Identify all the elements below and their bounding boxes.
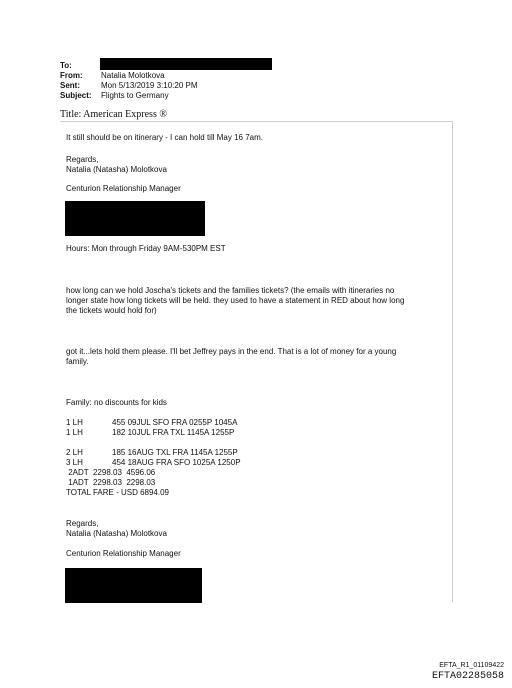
signature-role: Centurion Relationship Manager (66, 184, 181, 193)
flight-segment: 3 LH (66, 458, 83, 467)
signature-role: Centurion Relationship Manager (66, 549, 181, 558)
redacted-contact-block (65, 201, 205, 236)
total-fare: TOTAL FARE - USD 6894.09 (66, 488, 170, 497)
flight-detail: 185 16AUG TXL FRA 1145A 1255P (112, 448, 238, 457)
reference-number: EFTA_R1_01109422 (439, 662, 504, 669)
family-note: Family: no discounts for kids (66, 398, 167, 407)
question-line: how long can we hold Joscha's tickets and the families tickets? (the emails with itineraries no (66, 286, 395, 295)
subject-value: Flights to Germany (101, 91, 169, 100)
regards-text: Regards, (66, 155, 99, 164)
flight-segment: 1 LH (66, 418, 83, 427)
sent-label: Sent: (60, 81, 80, 90)
subject-label: Subject: (60, 91, 92, 100)
to-label: To: (60, 61, 72, 70)
redacted-contact-block (65, 568, 202, 603)
signature-name: Natalia (Natasha) Molotkova (66, 529, 167, 538)
question-line: the tickets would hold for) (66, 306, 157, 315)
hours-text: Hours: Mon through Friday 9AM-530PM EST (66, 244, 226, 253)
bates-number: EFTA02285058 (431, 671, 504, 682)
flight-detail: 182 10JUL FRA TXL 1145A 1255P (112, 428, 235, 437)
flight-segment: 1 LH (66, 428, 83, 437)
reply-line: got it...lets hold them please. I'll bet Jeffrey pays in the end. That is a lot of money for a young (66, 347, 397, 356)
signature-name: Natalia (Natasha) Molotkova (66, 165, 167, 174)
fare-adult-2: 2ADT 2298.03 4596.06 (66, 468, 156, 477)
body-line: It still should be on itinerary - I can hold till May 16 7am. (66, 133, 263, 142)
fare-adult-1: 1ADT 2298.03 2298.03 (66, 478, 156, 487)
question-line: longer state how long tickets will be held. they used to have a statement in RED about how long (66, 296, 405, 305)
reply-line: family. (66, 357, 89, 366)
regards-text: Regards, (66, 519, 99, 528)
redacted-recipient (100, 58, 272, 70)
flight-segment: 2 LH (66, 448, 83, 457)
flight-detail: 454 18AUG FRA SFO 1025A 1250P (112, 458, 241, 467)
from-value: Natalia Molotkova (101, 71, 165, 80)
from-label: From: (60, 71, 83, 80)
document-title: Title: American Express ® (60, 109, 167, 120)
flight-detail: 455 09JUL SFO FRA 0255P 1045A (112, 418, 238, 427)
sent-value: Mon 5/13/2019 3:10:20 PM (101, 81, 198, 90)
